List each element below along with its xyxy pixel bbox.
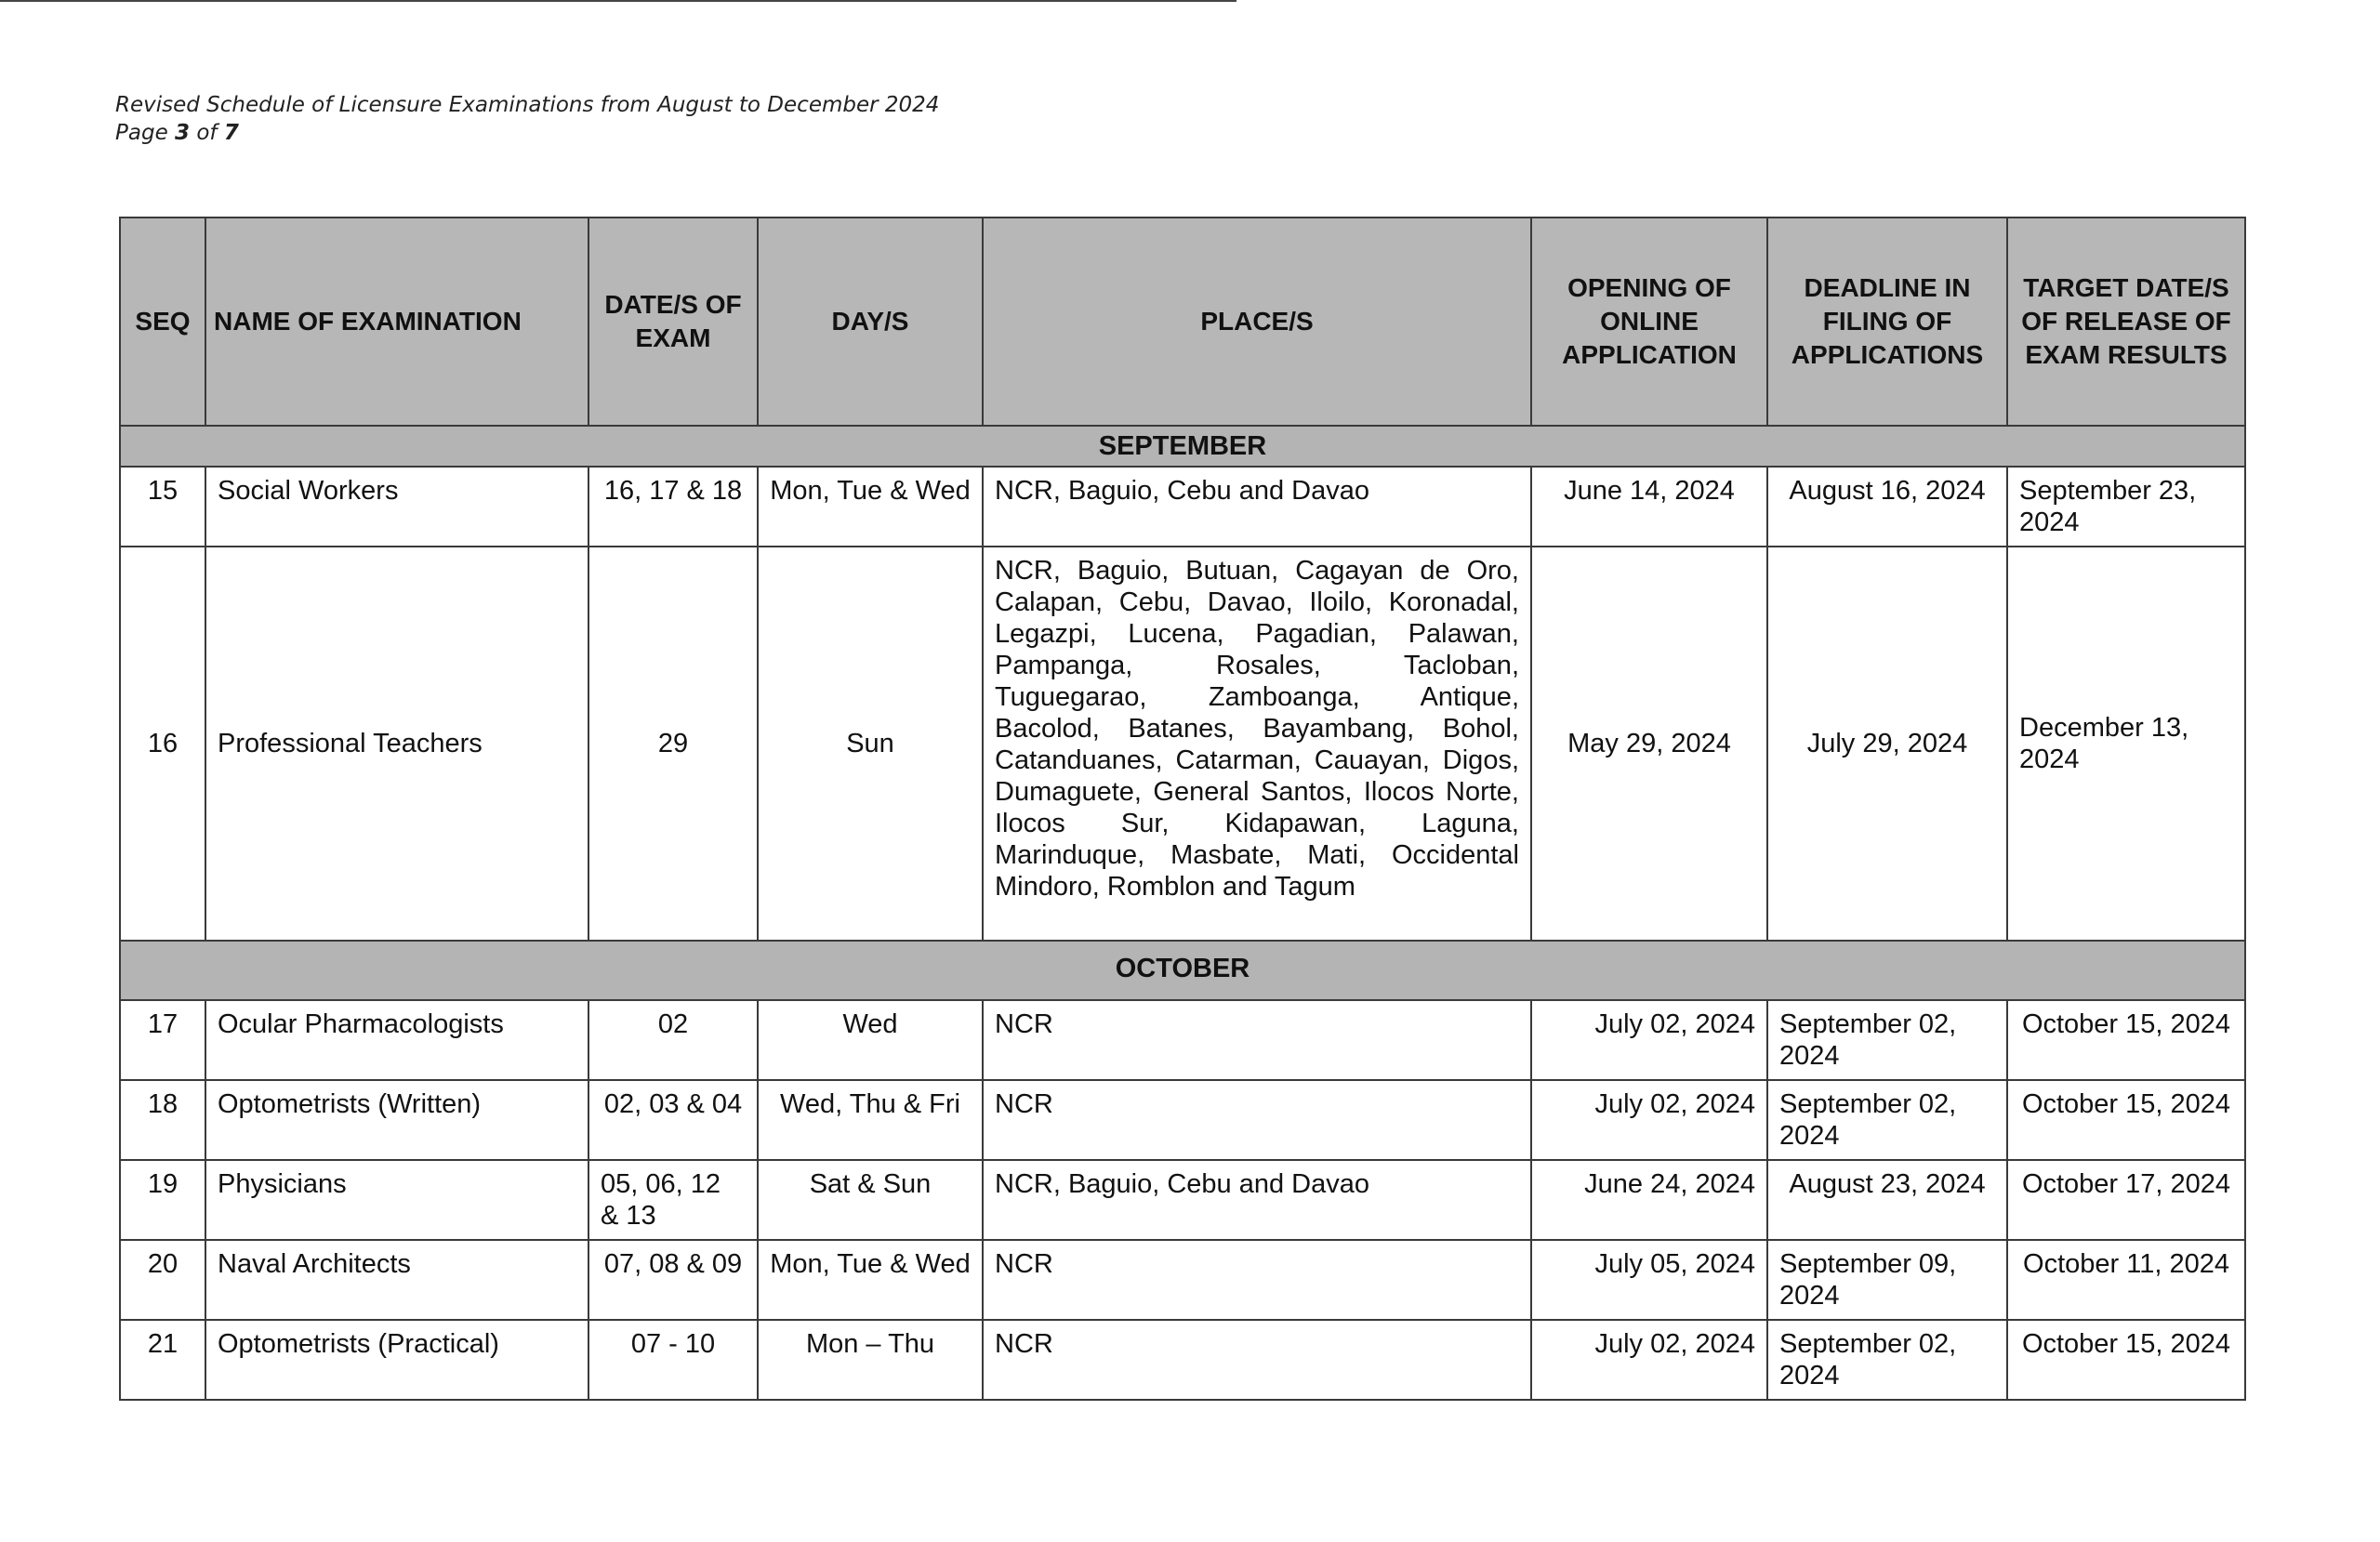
cell-name: Naval Architects (205, 1240, 588, 1320)
cell-places: NCR, Baguio, Cebu and Davao (983, 1160, 1531, 1240)
cell-name: Optometrists (Written) (205, 1080, 588, 1160)
cell-days: Sun (758, 547, 983, 941)
cell-opening: July 05, 2024 (1531, 1240, 1767, 1320)
cell-places: NCR (983, 1080, 1531, 1160)
table-header-row (120, 217, 2245, 426)
cell-deadline: August 23, 2024 (1767, 1160, 2007, 1240)
page-current: 3 (175, 121, 191, 145)
cell-opening: June 24, 2024 (1531, 1160, 1767, 1240)
cell-opening: July 02, 2024 (1531, 1080, 1767, 1160)
cell-release: September 23, 2024 (2007, 467, 2245, 547)
table-row (120, 1000, 2245, 1080)
cell-release: October 15, 2024 (2007, 1320, 2245, 1400)
cell-release: October 11, 2024 (2007, 1240, 2245, 1320)
cell-release: December 13, 2024 (2007, 547, 2245, 941)
table-row (120, 547, 2245, 941)
col-opening: OPENING OF ONLINE APPLICATION (1531, 217, 1767, 426)
cell-dates: 02 (588, 1000, 758, 1080)
cell-deadline: August 16, 2024 (1767, 467, 2007, 547)
col-places: PLACE/S (983, 217, 1531, 426)
cell-seq: 20 (120, 1240, 205, 1320)
cell-name: Social Workers (205, 467, 588, 547)
table-row (120, 467, 2245, 547)
cell-deadline: September 02, 2024 (1767, 1080, 2007, 1160)
cell-places: NCR, Baguio, Cebu and Davao (983, 467, 1531, 547)
cell-seq: 18 (120, 1080, 205, 1160)
col-name: NAME OF EXAMINATION (205, 217, 588, 426)
table-row (120, 1320, 2245, 1400)
cell-dates: 07 - 10 (588, 1320, 758, 1400)
cell-days: Wed (758, 1000, 983, 1080)
cell-name: Professional Teachers (205, 547, 588, 941)
cell-places: NCR, Baguio, Butuan, Cagayan de Oro, Calapan, Cebu, Davao, Iloilo, Koronadal, Legazpi, Lucena, Pagadian, Palawan, Pampanga, Rosales, Tacloban, Tuguegarao, Zamboanga, Antique, Bacolod, Batanes, Bayambang, Bohol, Catanduanes, Catarman, Cauayan, Digos, Dumaguete, General Santos, Ilocos Norte, Ilocos Sur, Kidapawan, Laguna, Marinduque, Masbate, Mati, Occidental Mindoro, Romblon and Tagum (983, 547, 1531, 941)
month-label: SEPTEMBER (120, 426, 2245, 467)
table-row (120, 1240, 2245, 1320)
cell-name: Ocular Pharmacologists (205, 1000, 588, 1080)
col-dates: DATE/S OF EXAM (588, 217, 758, 426)
cell-dates: 07, 08 & 09 (588, 1240, 758, 1320)
cell-days: Mon, Tue & Wed (758, 1240, 983, 1320)
cell-seq: 15 (120, 467, 205, 547)
cell-deadline: September 02, 2024 (1767, 1320, 2007, 1400)
cell-dates: 16, 17 & 18 (588, 467, 758, 547)
cell-opening: July 02, 2024 (1531, 1320, 1767, 1400)
cell-release: October 15, 2024 (2007, 1080, 2245, 1160)
page-indicator (115, 119, 939, 147)
table-row (120, 1080, 2245, 1160)
cell-deadline: September 09, 2024 (1767, 1240, 2007, 1320)
cell-places: NCR (983, 1000, 1531, 1080)
page-prefix: Page (115, 121, 168, 145)
cell-seq: 16 (120, 547, 205, 941)
cell-days: Sat & Sun (758, 1160, 983, 1240)
month-label: OCTOBER (120, 941, 2245, 1000)
cell-release: October 15, 2024 (2007, 1000, 2245, 1080)
col-seq: SEQ (120, 217, 205, 426)
cell-days: Mon, Tue & Wed (758, 467, 983, 547)
cell-deadline: September 02, 2024 (1767, 1000, 2007, 1080)
cell-dates: 02, 03 & 04 (588, 1080, 758, 1160)
cell-opening: July 02, 2024 (1531, 1000, 1767, 1080)
cell-seq: 19 (120, 1160, 205, 1240)
cell-name: Physicians (205, 1160, 588, 1240)
page-of: of (196, 121, 218, 145)
month-row-october (120, 941, 2245, 1000)
cell-seq: 21 (120, 1320, 205, 1400)
cell-days: Mon – Thu (758, 1320, 983, 1400)
cell-seq: 17 (120, 1000, 205, 1080)
cell-release: October 17, 2024 (2007, 1160, 2245, 1240)
col-deadline: DEADLINE IN FILING OF APPLICATIONS (1767, 217, 2007, 426)
cell-days: Wed, Thu & Fri (758, 1080, 983, 1160)
cell-dates: 29 (588, 547, 758, 941)
exam-schedule-table (119, 217, 2246, 1401)
cell-name: Optometrists (Practical) (205, 1320, 588, 1400)
document-title: Revised Schedule of Licensure Examinations from August to December 2024 (115, 93, 940, 117)
top-border-line (0, 0, 1236, 2)
col-release: TARGET DATE/S OF RELEASE OF EXAM RESULTS (2007, 217, 2245, 426)
cell-deadline: July 29, 2024 (1767, 547, 2007, 941)
page-header (115, 91, 939, 147)
cell-dates: 05, 06, 12 & 13 (588, 1160, 758, 1240)
month-row-september (120, 426, 2245, 467)
col-days: DAY/S (758, 217, 983, 426)
table-row (120, 1160, 2245, 1240)
cell-opening: June 14, 2024 (1531, 467, 1767, 547)
cell-places: NCR (983, 1240, 1531, 1320)
page-total: 7 (223, 121, 239, 145)
cell-places: NCR (983, 1320, 1531, 1400)
cell-opening: May 29, 2024 (1531, 547, 1767, 941)
